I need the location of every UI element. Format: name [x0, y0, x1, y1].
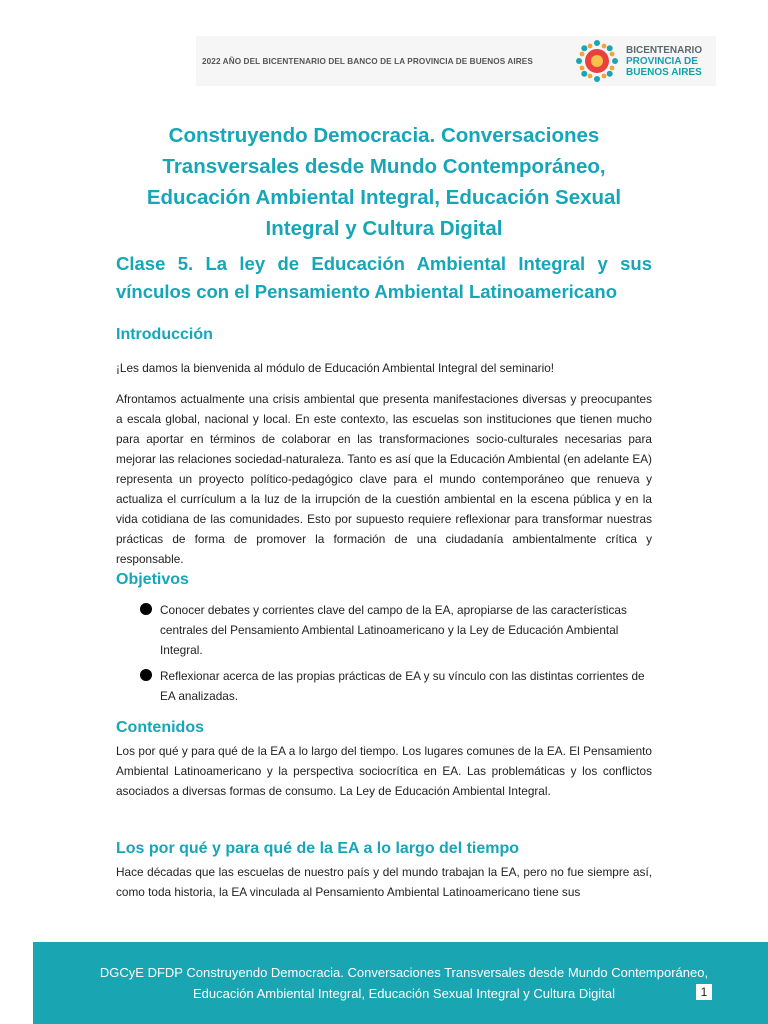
- page-number: 1: [696, 984, 712, 1000]
- bullet-icon: [140, 603, 152, 615]
- objective-item: [116, 666, 652, 706]
- intro-heading: Introducción: [116, 326, 213, 343]
- section-paragraph: Hace décadas que las escuelas de nuestro país y del mundo trabajan la EA, pero no fue siempre así, como toda historia, la EA vinculada al Pensamiento Ambiental Latinoamericano tiene sus: [116, 865, 652, 899]
- document-title: Construyendo Democracia. Conversaciones Transversales desde Mundo Contemporáneo, Educación Ambiental Integral, Educación Sexual Integral y Cultura Digital: [146, 124, 622, 240]
- logo-line: BICENTENARIO: [626, 44, 703, 56]
- bullet-icon: [140, 669, 152, 681]
- logo-line: PROVINCIA DE: [626, 55, 698, 67]
- logo-line: BUENOS AIRES: [626, 66, 702, 78]
- intro-paragraph: Afrontamos actualmente una crisis ambiental que presenta manifestaciones diversas y preocupantes a escala global, nacional y local. En este contexto, las escuelas son instituciones que tienen mucho para aportar en términos de colaborar en las transformaciones socio-culturales necesarias para mejorar las relaciones sociedad-naturaleza. Tanto es así que la Educación Ambiental (en adelante EA) representa un proyecto político-pedagógico clave para el mundo contemporáneo que renueva y actualiza el currículum a la luz de la irrupción de la cuestión ambiental en la escena pública y en la vida cotidiana de las comunidades. Esto por supuesto requiere reflexionar para transformar nuestras prácticas de forma de promover la formación de una ciudadanía ambientalmente crítica y responsable.: [116, 392, 652, 566]
- logo-wordmark: [626, 45, 702, 78]
- objective-item: [116, 600, 652, 660]
- footer-bar: [33, 942, 768, 1024]
- objectives-heading: Objetivos: [116, 571, 189, 588]
- intro-welcome: ¡Les damos la bienvenida al módulo de Educación Ambiental Integral del seminario!: [116, 361, 555, 375]
- objective-text: Reflexionar acerca de las propias prácticas de EA y su vínculo con las distintas corrientes de EA analizadas.: [160, 669, 645, 703]
- header-year-text: 2022 AÑO DEL BICENTENARIO DEL BANCO DE LA PROVINCIA DE BUENOS AIRES: [202, 56, 533, 66]
- objectives-list: [116, 600, 652, 712]
- header-banner: [196, 36, 716, 86]
- bicentenario-logo-icon: [576, 40, 618, 82]
- objective-text: Conocer debates y corrientes clave del campo de la EA, apropiarse de las características centrales del Pensamiento Ambiental Latinoamericano y la Ley de Educación Ambiental Integral.: [160, 603, 627, 657]
- section-heading: Los por qué y para qué de la EA a lo largo del tiempo: [116, 840, 520, 857]
- contents-paragraph: Los por qué y para qué de la EA a lo largo del tiempo. Los lugares comunes de la EA. El Pensamiento Ambiental Latinoamericano y la perspectiva sociocrítica en EA. Las problemáticas y los conflictos asociados a diversas formas de consumo. La Ley de Educación Ambiental Integral.: [116, 744, 652, 798]
- class-subtitle: Clase 5. La ley de Educación Ambiental Integral y sus vínculos con el Pensamiento Ambiental Latinoamericano: [116, 253, 652, 302]
- footer-text: DGCyE DFDP Construyendo Democracia. Conversaciones Transversales desde Mundo Contemporáneo, Educación Ambiental Integral, Educación Sexual Integral y Cultura Digital: [99, 965, 709, 1001]
- contents-heading: Contenidos: [116, 719, 204, 736]
